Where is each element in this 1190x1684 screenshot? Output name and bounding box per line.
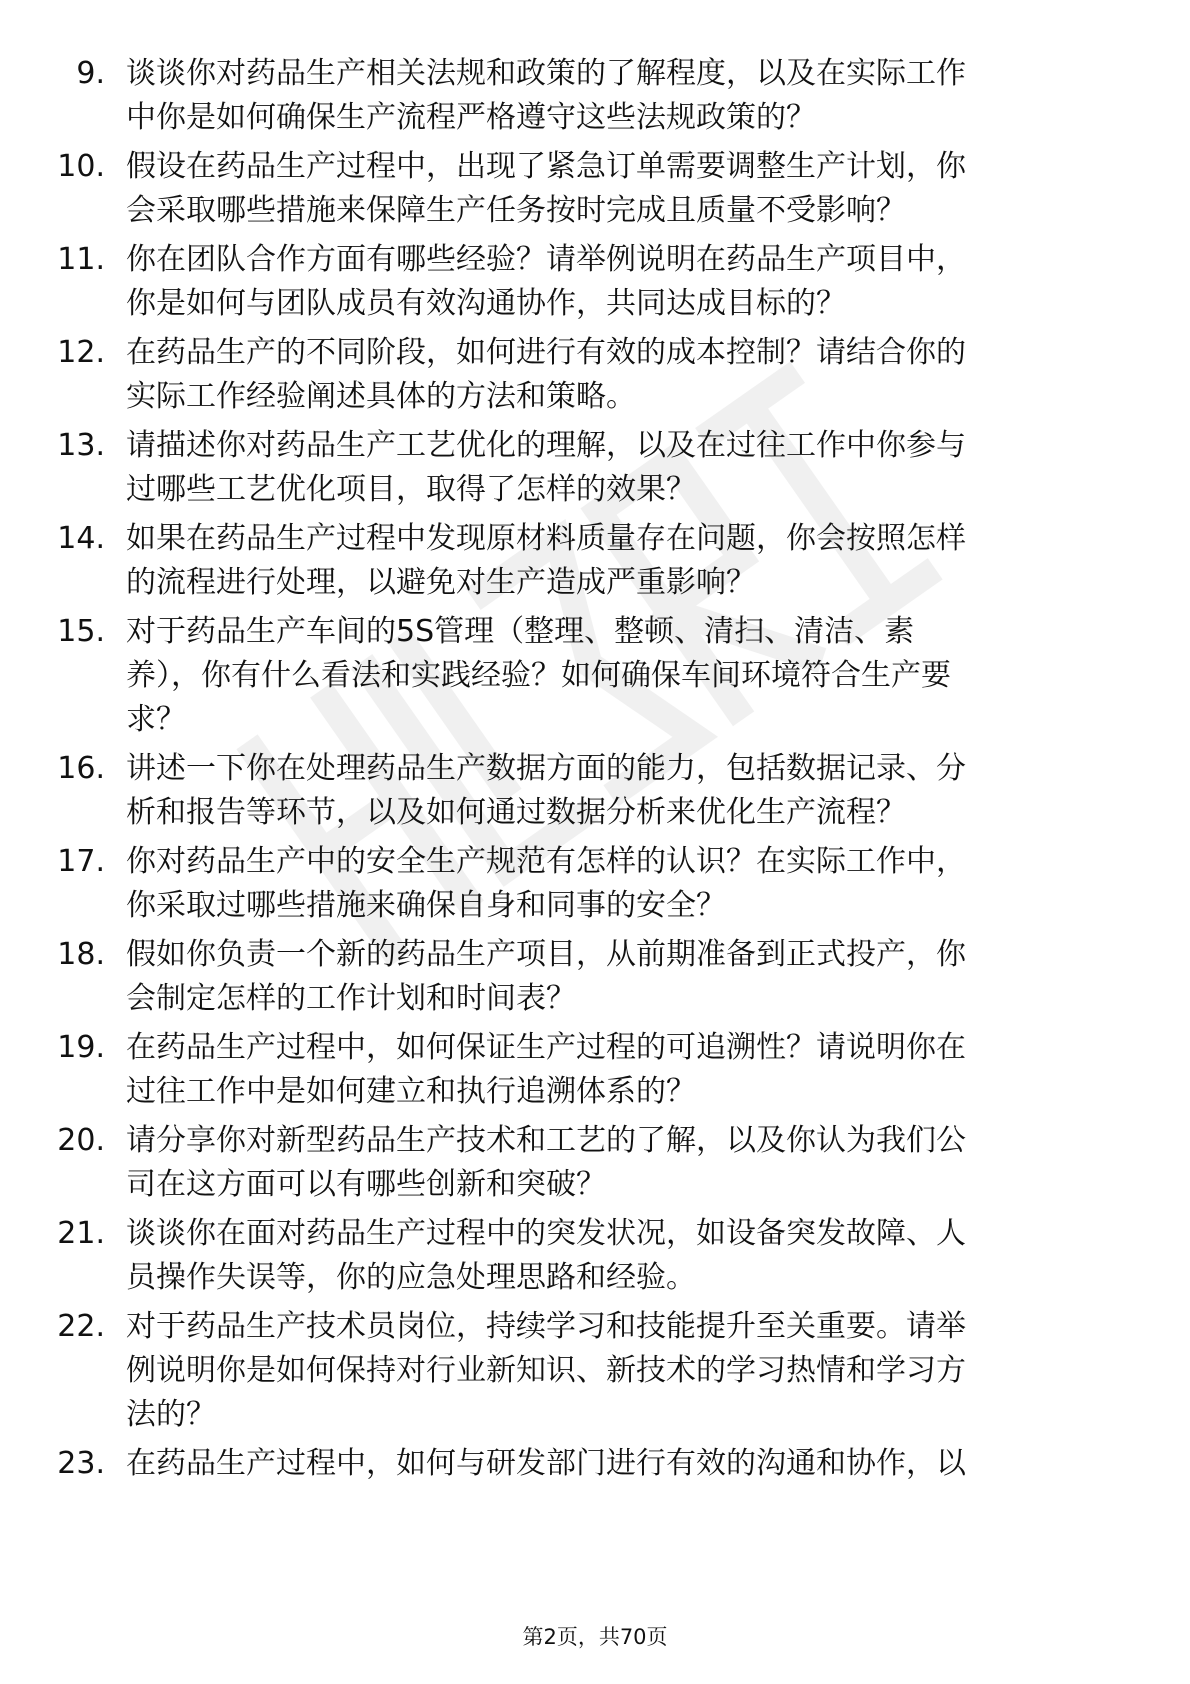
question-text [126,238,1116,326]
question-line: 的流程进行处理，以避免对生产造成严重影响？ [126,565,756,600]
question-line: 在药品生产过程中，如何保证生产过程的可追溯性？请说明你在 [126,1030,966,1065]
question-text [126,933,1116,1021]
question-number: 22. [57,1309,105,1344]
question-number: 17. [57,844,105,879]
question-text [126,1119,1116,1207]
question-text [126,840,1116,928]
question-number: 23. [57,1446,105,1481]
question-line: 司在这方面可以有哪些创新和突破？ [126,1167,606,1202]
question-number: 14. [57,521,105,556]
question-number: 18. [57,937,105,972]
question-line: 你在团队合作方面有哪些经验？请举例说明在药品生产项目中， [126,242,966,277]
question-text [126,1305,1116,1437]
question-text [126,331,1116,419]
question-text [126,610,1116,742]
question-line: 法的？ [126,1397,216,1432]
question-line: 例说明你是如何保持对行业新知识、新技术的学习热情和学习方 [126,1353,966,1388]
question-line: 假设在药品生产过程中，出现了紧急订单需要调整生产计划，你 [126,149,966,184]
question-line: 对于药品生产技术员岗位，持续学习和技能提升至关重要。请举 [126,1309,966,1344]
question-text [126,52,1116,140]
question-number: 19. [57,1030,105,1065]
question-line: 会采取哪些措施来保障生产任务按时完成且质量不受影响？ [126,193,906,228]
question-number: 13. [57,428,105,463]
question-line: 实际工作经验阐述具体的方法和策略。 [126,379,636,414]
question-line: 请分享你对新型药品生产技术和工艺的了解，以及你认为我们公 [126,1123,966,1158]
question-text [126,517,1116,605]
question-line: 假如你负责一个新的药品生产项目，从前期准备到正式投产，你 [126,937,966,972]
question-line: 你采取过哪些措施来确保自身和同事的安全？ [126,888,726,923]
question-number: 15. [57,614,105,649]
question-number: 9. [76,56,105,91]
question-line: 员操作失误等，你的应急处理思路和经验。 [126,1260,696,1295]
question-line: 讲述一下你在处理药品生产数据方面的能力，包括数据记录、分 [126,751,966,786]
page-footer: 第2页，共70页 [522,1625,668,1649]
question-line: 中你是如何确保生产流程严格遵守这些法规政策的？ [126,100,816,135]
question-number: 10. [57,149,105,184]
question-text [126,747,1116,835]
question-number: 12. [57,335,105,370]
question-line: 你是如何与团队成员有效沟通协作，共同达成目标的？ [126,286,846,321]
question-text [126,1026,1116,1114]
question-line: 请描述你对药品生产工艺优化的理解，以及在过往工作中你参与 [126,428,966,463]
question-line: 如果在药品生产过程中发现原材料质量存在问题，你会按照怎样 [126,521,966,556]
question-text [126,1442,1116,1486]
question-line: 在药品生产的不同阶段，如何进行有效的成本控制？请结合你的 [126,335,966,370]
question-line: 过往工作中是如何建立和执行追溯体系的？ [126,1074,696,1109]
question-line: 会制定怎样的工作计划和时间表？ [126,981,576,1016]
question-line: 你对药品生产中的安全生产规范有怎样的认识？在实际工作中， [126,844,966,879]
question-text [126,145,1116,233]
question-number: 11. [57,242,105,277]
question-line: 对于药品生产车间的5S管理（整理、整顿、清扫、清洁、素 [126,614,915,649]
question-text [126,424,1116,512]
question-line: 养），你有什么看法和实践经验？如何确保车间环境符合生产要 [126,658,951,693]
question-line: 谈谈你在面对药品生产过程中的突发状况，如设备突发故障、人 [126,1216,966,1251]
question-number: 21. [57,1216,105,1251]
question-line: 求？ [126,702,186,737]
question-number: 16. [57,751,105,786]
question-line: 在药品生产过程中，如何与研发部门进行有效的沟通和协作，以 [126,1446,966,1481]
question-text [126,1212,1116,1300]
question-number: 20. [57,1123,105,1158]
question-line: 谈谈你对药品生产相关法规和政策的了解程度，以及在实际工作 [126,56,966,91]
question-line: 析和报告等环节，以及如何通过数据分析来优化生产流程？ [126,795,906,830]
question-line: 过哪些工艺优化项目，取得了怎样的效果？ [126,472,696,507]
